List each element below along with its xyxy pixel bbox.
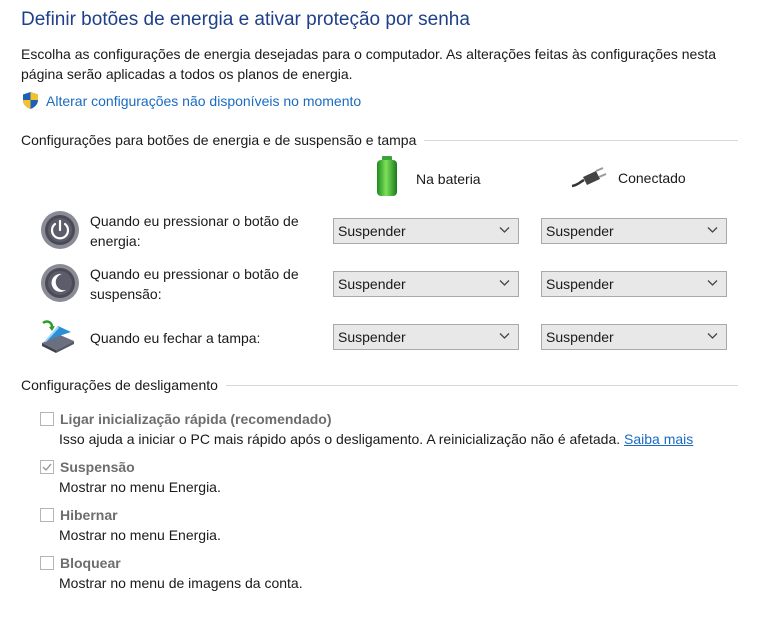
chevron-down-icon xyxy=(499,332,510,340)
lid-close-battery-select[interactable] xyxy=(333,324,519,350)
option-sleep xyxy=(40,459,221,495)
fast-startup-label: Ligar inicialização rápida (recomendado) xyxy=(60,411,332,427)
power-button-plugged-select[interactable] xyxy=(541,218,727,244)
option-lock xyxy=(40,555,303,591)
fast-startup-checkbox[interactable] xyxy=(40,412,54,426)
fast-startup-description xyxy=(59,431,693,447)
section-divider xyxy=(226,385,738,386)
chevron-down-icon xyxy=(499,226,510,234)
option-hibernate xyxy=(40,507,221,543)
uac-shield-icon xyxy=(21,91,40,110)
lid-close-label: Quando eu fechar a tampa: xyxy=(90,330,261,346)
battery-column-label: Na bateria xyxy=(416,171,481,187)
lock-label: Bloquear xyxy=(60,555,121,571)
plugged-column-header xyxy=(570,166,686,190)
option-fast-startup xyxy=(40,411,693,447)
battery-icon xyxy=(376,155,398,197)
sleep-button-plugged-select[interactable] xyxy=(541,271,727,297)
buttons-section-header xyxy=(21,132,738,148)
change-settings-link[interactable]: Alterar configurações não disponíveis no momento xyxy=(46,92,362,109)
shutdown-section-header xyxy=(21,377,738,393)
power-button-battery-select[interactable] xyxy=(333,218,519,244)
shutdown-section-title: Configurações de desligamento xyxy=(21,377,218,393)
lock-description: Mostrar no menu de imagens da conta. xyxy=(59,575,303,591)
chevron-down-icon xyxy=(707,226,718,234)
page-title: Definir botões de energia e ativar proteção por senha xyxy=(21,9,470,30)
hibernate-checkbox[interactable] xyxy=(40,508,54,522)
learn-more-link[interactable]: Saiba mais xyxy=(624,431,694,447)
buttons-section-title: Configurações para botões de energia e de suspensão e tampa xyxy=(21,132,417,148)
sleep-button-label: Quando eu pressionar o botão de suspensão: xyxy=(90,266,299,302)
sleep-description: Mostrar no menu Energia. xyxy=(59,479,221,495)
power-button-icon xyxy=(40,210,80,250)
laptop-lid-icon xyxy=(38,317,78,357)
change-settings-link-row[interactable] xyxy=(21,91,361,110)
chevron-down-icon xyxy=(707,332,718,340)
plugged-column-label: Conectado xyxy=(618,170,686,186)
checkmark-icon xyxy=(41,461,53,473)
hibernate-description: Mostrar no menu Energia. xyxy=(59,527,221,543)
select-value: Suspender xyxy=(338,276,406,292)
sleep-button-icon xyxy=(40,263,80,303)
battery-column-header xyxy=(376,155,481,197)
sleep-label: Suspensão xyxy=(60,459,135,475)
select-value: Suspender xyxy=(546,223,614,239)
fast-startup-desc-text: Isso ajuda a iniciar o PC mais rápido após o desligamento. A reinicialização não é afetada. xyxy=(59,431,621,447)
section-divider xyxy=(424,140,738,141)
chevron-down-icon xyxy=(707,279,718,287)
select-value: Suspender xyxy=(338,329,406,345)
lid-close-plugged-select[interactable] xyxy=(541,324,727,350)
chevron-down-icon xyxy=(499,279,510,287)
select-value: Suspender xyxy=(338,223,406,239)
sleep-checkbox[interactable] xyxy=(40,460,54,474)
power-button-label: Quando eu pressionar o botão de energia: xyxy=(90,213,299,249)
select-value: Suspender xyxy=(546,329,614,345)
page-description: Escolha as configurações de energia desejadas para o computador. As alterações feitas às configurações nesta página serão aplicadas a todos os planos de energia. xyxy=(21,46,716,82)
sleep-button-battery-select[interactable] xyxy=(333,271,519,297)
lock-checkbox[interactable] xyxy=(40,556,54,570)
select-value: Suspender xyxy=(546,276,614,292)
power-plug-icon xyxy=(570,166,610,190)
hibernate-label: Hibernar xyxy=(60,507,118,523)
